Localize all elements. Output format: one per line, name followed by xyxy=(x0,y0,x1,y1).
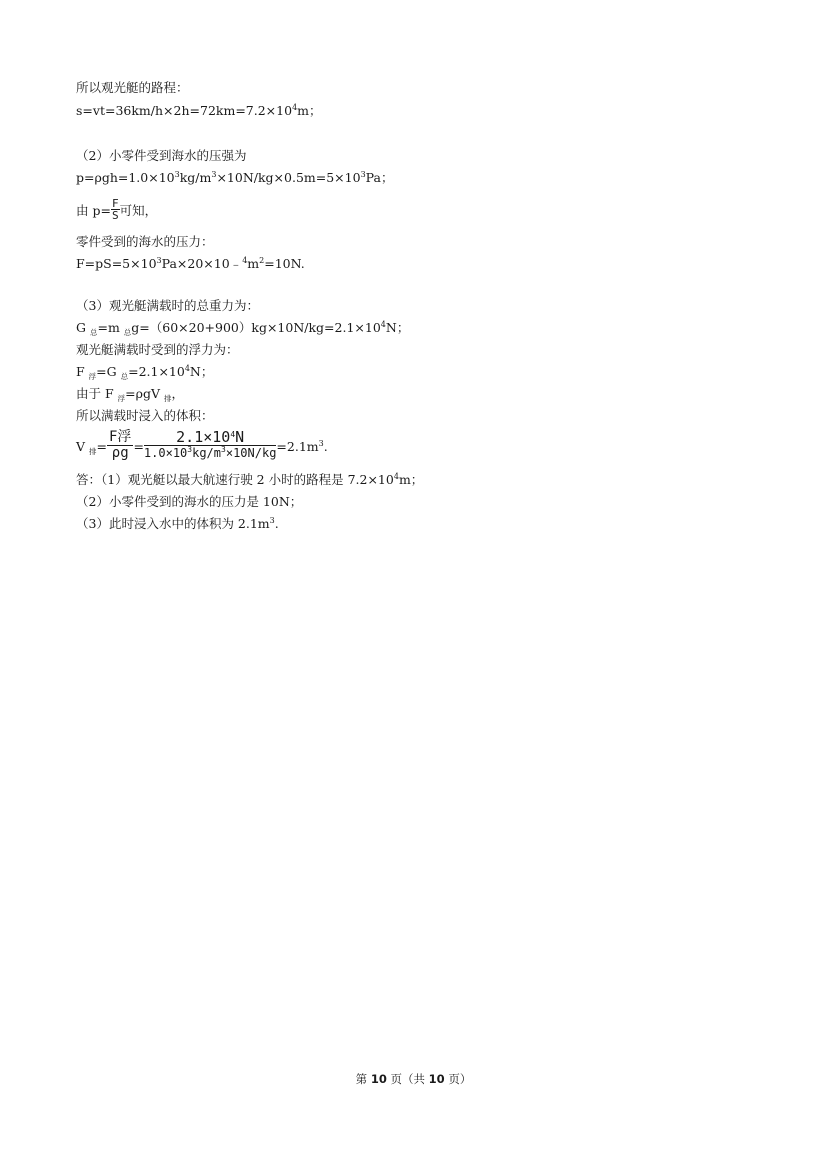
fraction-numerator: $2.1\times 10^4N$ xyxy=(144,430,277,446)
equation-pressure-formula: 由 p= $\frac{F}{S}$ 可知， xyxy=(76,197,158,222)
page-total: 10 xyxy=(428,1072,445,1086)
equation-force: $F=pS=5\times 10^3Pa\times 20\times 10﹣^4m^2=10N$. xyxy=(76,256,305,271)
text-line-route-intro: 所以观光艇的路程： xyxy=(76,80,189,95)
fraction-buoyancy-over-rho-g: $\frac{\text{F浮}}{\rho g}$ xyxy=(109,429,132,461)
equation-archimedes: 由于 F $_浮$=ρgV $_排$， xyxy=(76,386,184,403)
equation-distance: $s=vt=36km/h\times 2h=72km=7.2\times 10^4m$； xyxy=(76,103,322,118)
fraction-f-over-s: $\frac{F}{S}$ xyxy=(111,197,119,222)
answer-line-2: （2）小零件受到的海水的压力是 10N； xyxy=(76,494,303,509)
fraction-denominator: $1.0\times 10^3kg/m^3\times 10N/kg$ xyxy=(143,445,277,460)
text-line-buoyancy-intro: 观光艇满载时受到的浮力为： xyxy=(76,342,239,357)
equation-total-weight: G $_总$=m $_总g=(60\times 20+900)kg\times 10N/kg=2.1\times 10^4N$； xyxy=(76,320,410,337)
answer-line-1: 答：（1）观光艇以最大航速行驶 2 小时的路程是 $7.2\times 10^4m$； xyxy=(76,472,424,487)
page-number: 10 xyxy=(370,1072,387,1086)
text-line-part3-weight: （3）观光艇满载时的总重力为： xyxy=(76,298,259,313)
fraction-volume-calculation xyxy=(144,430,277,461)
equation-pressure: $p=\rho gh=1.0\times 10^3kg/m^3\times 10N/kg\times 0.5m=5\times 10^3Pa$； xyxy=(76,170,394,185)
page-footer: 第 10 页（共 10 页） xyxy=(355,1072,472,1086)
text-line-part2-pressure: （2）小零件受到海水的压强为 xyxy=(76,148,247,163)
equation-volume: V $_排$= $\frac{\text{F浮}}{\rho g}$ = $\frac{2.1\times 10^4N}{1.0\times 10^3kg/m^3\times 10N/kg}$ $=2.1m^3$. xyxy=(76,428,328,461)
equation-buoyancy: F $_浮$=G $_总=2.1\times 10^4N$； xyxy=(76,364,214,381)
text-line-volume-intro: 所以满载时浸入的体积： xyxy=(76,408,214,423)
text-line-force-intro: 零件受到的海水的压力： xyxy=(76,234,214,249)
answer-line-3: （3）此时浸入水中的体积为 $2.1m^3$. xyxy=(76,516,279,531)
